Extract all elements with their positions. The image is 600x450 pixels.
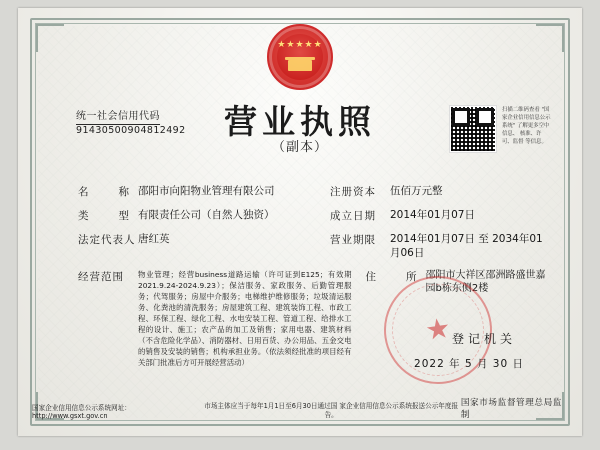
qr-code-note: 扫描二维码查看 "国家企业信用信息公示系统" 了解更多空中信息、 核准、许可、监督 等信息。: [502, 107, 551, 145]
page-subtitle: （副本）: [271, 140, 328, 155]
national-emblem-icon: [267, 24, 333, 90]
scope-value: 物业管理；经营business道路运输（许可证到E125；有效期2021.9.24-2024.9.23）；保洁服务、家政服务、后勤管理服务；代驾服务；房屋中介服务；电梯维护维修服务；垃圾清运服务、化粪池的清洗服务；房屋建筑工程、建筑装饰工程、市政工程、环保工程、绿化工程、水电安装工程、管道工程、给排水工程的设计、施工；农产品的加工及销售；家用电器、建筑材料（不含危险化学品）、消防器材、日用百货、办公用品、五金交电的销售及安装的销售；机构承担业务。（依法须经批准的项目经有关部门批准后方可开展经营活动）: [138, 270, 352, 367]
seal-star-icon: ★: [423, 310, 453, 348]
field-row-name: [78, 184, 548, 199]
business-license-sheet: [18, 8, 582, 436]
term-value: 2014年01月07日 至 2034年01月06日: [390, 233, 543, 259]
credit-code-label: 统一社会信用代码: [76, 107, 160, 125]
corner-ornament-top-left: [36, 24, 64, 52]
footer-left-text: 国家企业信用信息公示系统网址：http://www.gsxt.gov.cn: [32, 404, 131, 420]
qr-code-icon: [450, 106, 496, 152]
legal-rep-label: 法定代表人: [78, 234, 136, 246]
footer-right-text: 国家市场监督管理总局监制: [460, 398, 562, 420]
address-label: 住 所: [365, 271, 420, 283]
capital-value: 伍佰万元整: [390, 185, 443, 197]
emblem-gate: [288, 60, 312, 71]
name-value: 邵阳市向阳物业管理有限公司: [138, 185, 275, 197]
footer-middle-text: 市场主体应当于每年1月1日至6月30日通过国 家企业信用信息公示系统报送公示年度报告。: [204, 402, 459, 419]
address-value: 邵阳市大祥区邵洲路盛世嘉园b栋东侧2楼: [425, 270, 546, 294]
scope-label: 经营范围: [78, 271, 124, 283]
capital-label: 注册资本: [330, 186, 376, 198]
type-value: 有限责任公司（自然人独资）: [138, 209, 275, 221]
field-row-legal-rep: [78, 232, 548, 260]
emblem-stars: ★★★★★: [277, 40, 323, 50]
term-label: 营业期限: [330, 234, 376, 246]
legal-rep-value: 唐红英: [138, 233, 170, 245]
credit-code-value: 91430500904812492: [76, 125, 186, 136]
established-label: 成立日期: [330, 210, 376, 222]
established-value: 2014年01月07日: [390, 209, 475, 221]
name-label: 名 称: [78, 186, 132, 198]
footer: [32, 396, 568, 420]
emblem-inner: [277, 34, 323, 80]
issue-date: 2022 年 5 月 30 日: [414, 358, 524, 370]
type-label: 类 型: [78, 210, 132, 222]
corner-ornament-top-right: [536, 24, 564, 52]
registry-authority-label: 登记机关: [451, 332, 516, 346]
field-row-type: [78, 208, 548, 223]
page-title: 营业执照: [224, 102, 376, 141]
